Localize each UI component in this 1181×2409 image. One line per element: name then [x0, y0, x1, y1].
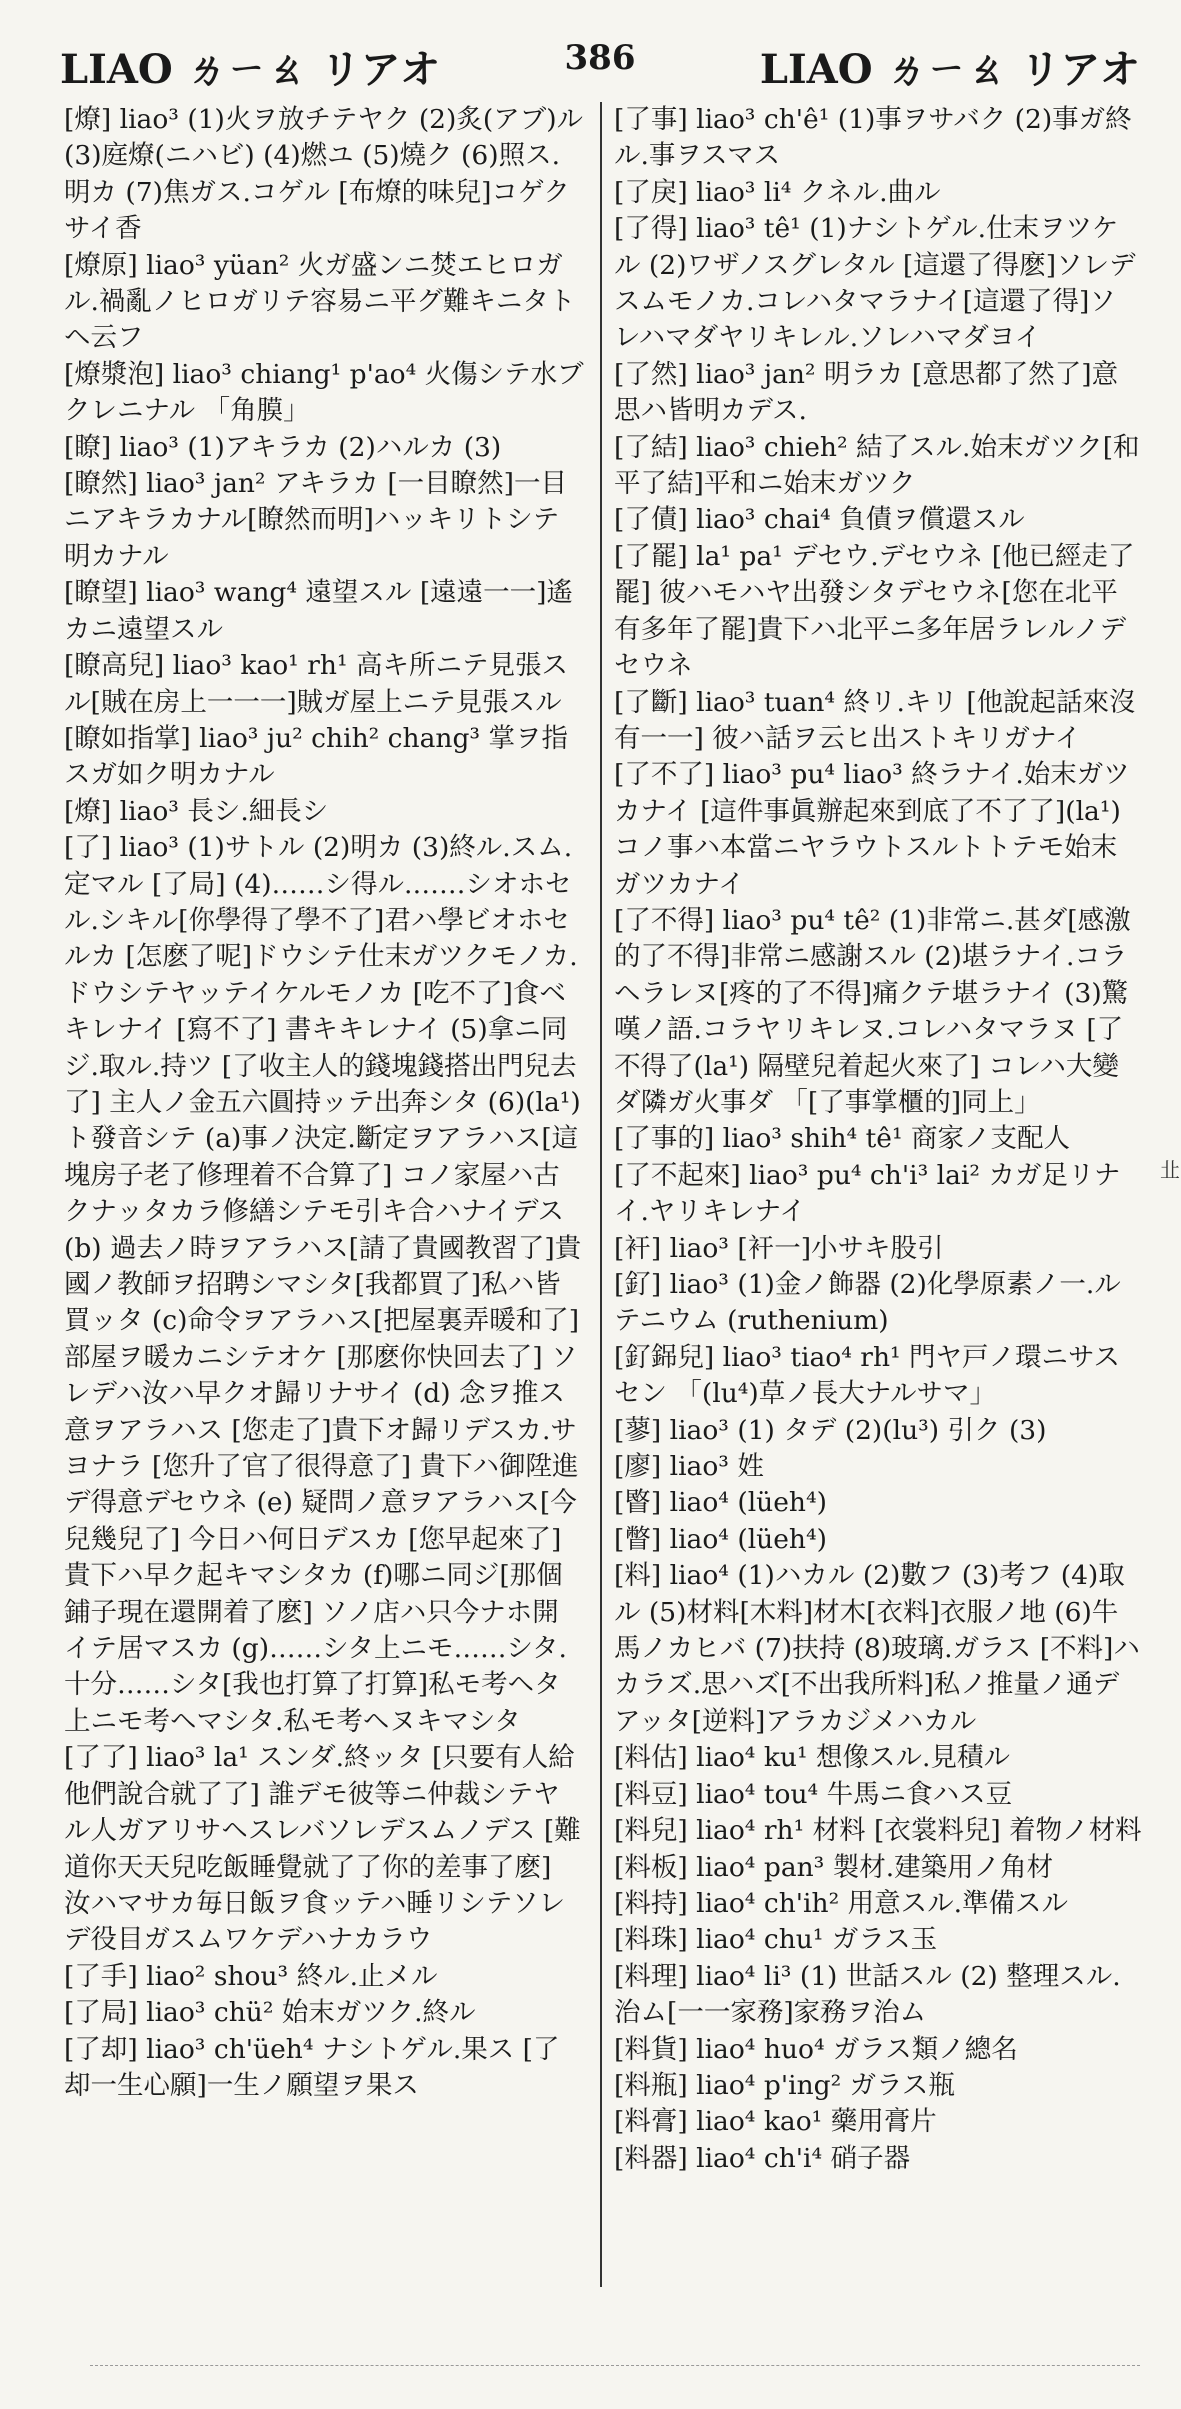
dictionary-entry: [燎] liao³ 長シ.細長シ: [64, 795, 329, 827]
dictionary-entry: [瞭高兒] liao³ kao¹ rh¹ 高キ所ニテ見張スル[賊在房上一一一]賊ガ屋上ニテ見張スル: [64, 650, 568, 718]
dictionary-entry: [了却] liao³ ch'üeh⁴ ナシトゲル.果ス [了却一生心願]一生ノ願望ヲ果ス: [64, 2033, 560, 2101]
dictionary-entry: [了結] liao³ chieh² 結了スル.始末ガツク[和平了結]平和ニ始末ガツク: [614, 431, 1140, 500]
dictionary-entry: [料理] liao⁴ li³ (1) 世話スル (2) 整理スル.治ム[一一家務]家務ヲ治ム: [614, 1960, 1121, 2029]
dictionary-entry: [了不了] liao³ pu⁴ liao³ 終ラナイ.始末ガツカナイ [這件事眞辦起來到底了不了了](la¹) コノ事ハ本當ニヤラウトスルトトテモ始末ガツカナイ: [614, 759, 1130, 900]
dictionary-entry: [了得] liao³ tê¹ (1)ナシトゲル.仕末ヲツケル (2)ワザノスグレタル [這還了得麽]ソレデスムモノカ.コレハタマラナイ[這還了得]ソレハマダヤリキレル.ソレハマダヨイ: [614, 213, 1136, 354]
column-divider: [600, 102, 602, 2287]
dictionary-entry: [料器] liao⁴ ch'i⁴ 硝子器: [614, 2142, 911, 2174]
bottom-rule: [90, 2365, 1140, 2366]
dictionary-entry: [了不得] liao³ pu⁴ tê² (1)非常ニ.甚ダ[感激的了不得]非常ニ感謝スル (2)堪ラナイ.コラヘラレヌ[疼的了不得]痛クテ堪ラナイ (3)驚嘆ノ語.コラヤリキレヌ.コレハタマラヌ [了不得了(la¹) 隔壁兒着起火來了] コレハ大變ダ隣ガ火事ダ 「[了事掌櫃的]同上」: [614, 904, 1131, 1118]
dictionary-entry: [料膏] liao⁴ kao¹ 藥用膏片: [614, 2106, 937, 2138]
header-left-guide: LIAO ㄌㄧㄠ リアオ: [60, 46, 441, 93]
dictionary-entry: [了手] liao² shou³ 終ル.止メル: [64, 1960, 438, 1992]
dictionary-entry: [釕] liao³ (1)金ノ飾器 (2)化學原素ノ一.ルテニウム (ruthenium): [614, 1269, 1121, 1337]
dictionary-entry: [釕銱兒] liao³ tiao⁴ rh¹ 門ヤ戸ノ環ニサスセン 「(lu⁴)草ノ長大ナルサマ」: [614, 1341, 1120, 1410]
dictionary-entry: [瞭望] liao³ wang⁴ 遠望スル [遠遠一一]遙カニ遠望スル: [64, 577, 574, 645]
dictionary-entry: [了債] liao³ chai⁴ 負債ヲ償還スル: [614, 504, 1025, 536]
dictionary-entry: [了事的] liao³ shih⁴ tê¹ 商家ノ支配人: [614, 1123, 1070, 1155]
dictionary-entry: [瞭] liao³ (1)アキラカ (2)ハルカ (3): [64, 431, 502, 463]
dictionary-entry: [燎] liao³ (1)火ヲ放チテヤク (2)炙(アブ)ル (3)庭燎(ニハビ) (4)燃ユ (5)燒ク (6)照ス.明カ (7)焦ガス.コゲル [布燎的味兒]コゲクサイ香: [64, 104, 584, 245]
dictionary-entry: [瞥] liao⁴ (lüeh⁴): [614, 1523, 827, 1555]
dictionary-entry: [料豆] liao⁴ tou⁴ 牛馬ニ食ハス豆: [614, 1778, 1013, 1810]
dictionary-entry: [廖] liao³ 姓: [614, 1451, 764, 1483]
dictionary-entry: [了] liao³ (1)サトル (2)明カ (3)終ル.スム.定マル [了局] (4)……シ得ル.……シオホセル.シキル[你學得了學不了]君ハ學ビオホセルカ [怎麽了呢]ドウシテ仕末ガツクモノカ.ドウシテヤッテイケルモノカ [吃不了]食ベキレナイ [寫不了] 書キキレナイ (5)拿ニ同ジ.取ル.持ツ [了收主人的錢塊錢搭出門兒去了] 主人ノ金五六圓持ッテ出奔シタ (6)(la¹)ト發音シテ (a)事ノ決定.斷定ヲアラハス[這塊房子老了修理着不合算了] コノ家屋ハ古クナッタカラ修繕シテモ引キ合ハナイデス (b) 過去ノ時ヲアラハス[請了貴國教習了]貴國ノ教師ヲ招聘シマシタ[我都買了]私ハ皆買ッタ (c)命令ヲアラハス[把屋裏弄暖和了]部屋ヲ暖カニシテオケ [那麽你快回去了] ソレデハ汝ハ早クオ歸リナサイ (d) 念ヲ推ス意ヲアラハス [您走了]貴下オ歸リデスカ.サヨナラ [您升了官了很得意了] 貴下ハ御陞進デ得意デセウネ (e) 疑問ノ意ヲアラハス[今兒幾兒了] 今日ハ何日デスカ [您早起來了]貴下ハ早ク起キマシタカ (f)哪ニ同ジ[那個鋪子現在還開着了麽] ソノ店ハ只今ナホ開イテ居マスカ (g)……シタ上ニモ……シタ.十分……シタ[我也打算了打算]私モ考ヘタ上ニモ考ヘマシタ.私モ考ヘヌキマシタ: [64, 832, 582, 1737]
dictionary-entry: [了然] liao³ jan² 明ラカ [意思都了然了]意思ハ皆明カデス.: [614, 358, 1119, 427]
dictionary-entry: [蓼] liao³ (1) タデ (2)(lu³) 引ク (3): [614, 1414, 1047, 1446]
dictionary-entry: [料珠] liao⁴ chu¹ ガラス玉: [614, 1924, 938, 1956]
dictionary-entry: [了局] liao³ chü² 始末ガツク.終ル: [64, 1997, 476, 2029]
dictionary-entry: [了不起來] liao³ pu⁴ ch'i³ lai² カガ足リナイ.ヤリキレナイ: [614, 1159, 1121, 1228]
dictionary-entry: [料貨] liao⁴ huo⁴ ガラス類ノ總名: [614, 2033, 1018, 2065]
dictionary-entry: [燎原] liao³ yüan² 火ガ盛ンニ焚エヒロガル.禍亂ノヒロガリテ容易ニ平グ難キニタトヘ云フ: [64, 249, 576, 354]
dictionary-entry: [睯] liao⁴ (lüeh⁴): [614, 1487, 827, 1519]
page-number: 386: [564, 38, 636, 78]
dictionary-entry: [瞭然] liao³ jan² アキラカ [一目瞭然]一目ニアキラカナル[瞭然而明]ハッキリトシテ明カナル: [64, 468, 568, 572]
dictionary-entry: [料瓶] liao⁴ p'ing² ガラス瓶: [614, 2069, 955, 2101]
dictionary-entry: [料持] liao⁴ ch'ih² 用意スル.準備スル: [614, 1887, 1069, 1919]
dictionary-entry: [衦] liao³ [衦一]小サキ股引: [614, 1232, 944, 1264]
right-column: [614, 102, 1142, 2177]
page-header: [60, 38, 1140, 98]
dictionary-entry: [料板] liao⁴ pan³ 製材.建築用ノ角材: [614, 1851, 1054, 1883]
dictionary-entry: [了斷] liao³ tuan⁴ 終リ.キリ [他說起話來沒有一一] 彼ハ話ヲ云ヒ出ストキリガナイ: [614, 686, 1136, 754]
left-column: [64, 102, 584, 2104]
header-right-guide: LIAO ㄌㄧㄠ リアオ: [759, 46, 1140, 93]
dictionary-entry: [料兒] liao⁴ rh¹ 材料 [衣裳料兒] 着物ノ材料: [614, 1815, 1142, 1847]
dictionary-entry: [瞭如指掌] liao³ ju² chih² chang³ 掌ヲ指スガ如ク明カナル: [64, 722, 568, 791]
dictionary-entry: [料估] liao⁴ ku¹ 想像スル.見積ル: [614, 1742, 1010, 1774]
dictionary-entry: [燎漿泡] liao³ chiang¹ p'ao⁴ 火傷シテ水ブクレニナル 「角膜」: [64, 358, 584, 427]
margin-mark: 㐀: [1160, 1158, 1180, 1182]
dictionary-entry: [了了] liao³ la¹ スンダ.終ッタ [只要有人給他們說合就了了] 誰デモ彼等ニ仲裁シテヤル人ガアリサヘスレバソレデスムノデス [難道你天天兒吃飯睡覺就了了你的差事了麽] 汝ハマサカ毎日飯ヲ食ッテハ睡リシテソレデ役目ガスムワケデハナカラウ: [64, 1742, 581, 1956]
dictionary-entry: [了罷] la¹ pa¹ デセウ.デセウネ [他已經走了罷] 彼ハモハヤ出發シタデセウネ[您在北平有多年了罷]貴下ハ北平ニ多年居ラレルノデセウネ: [614, 540, 1135, 682]
dictionary-entry: [了戾] liao³ li⁴ クネル.曲ル: [614, 176, 941, 208]
dictionary-entry: [了事] liao³ ch'ê¹ (1)事ヲサバク (2)事ガ終ル.事ヲスマス: [614, 104, 1132, 172]
dictionary-entry: [料] liao⁴ (1)ハカル (2)數フ (3)考フ (4)取ル (5)材料[木料]材木[衣料]衣服ノ地 (6)牛馬ノカヒバ (7)扶持 (8)玻璃.ガラス [不料]ハカラズ.思ハズ[不出我所料]私ノ推量ノ通デアッタ[逆料]アラカジメハカル: [614, 1560, 1140, 1737]
